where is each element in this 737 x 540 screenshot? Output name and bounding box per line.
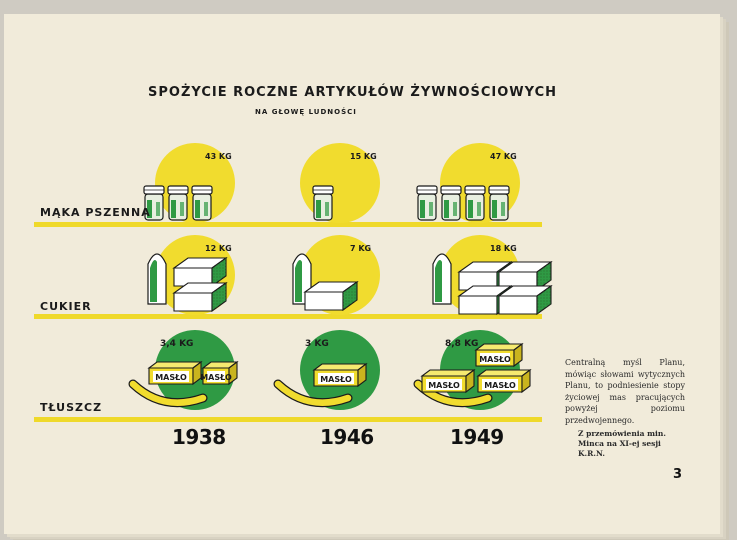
sugar-loaf-icon [148,254,166,304]
row-label-flour: MĄKA PSZENNA [40,206,151,219]
sugar-cube-icon [305,282,357,310]
butter-label: MASŁO [428,381,460,390]
butter-label: MASŁO [320,375,352,384]
flour-jar-icon [489,186,509,220]
value-label-1-0: 12 KG [205,244,232,253]
sugar-cube-icon [499,286,551,314]
sugar-cube-icon [174,283,226,311]
value-label-2-0: 3,4 KG [160,339,194,349]
plan-quote: Centralną myśl Planu, mówiąc słowami wytycznych Planu, to podniesienie stopy życiowej mas pracujących powyżej poziomu przedwojennego. [565,358,685,425]
butter-label: MASŁO [200,373,232,382]
butter-block-icon [478,370,530,392]
butter-label: MASŁO [155,373,187,382]
butter-block-icon [200,362,237,384]
year-label-1938: 1938 [172,425,226,449]
chart-title: SPOŻYCIE ROCZNE ARTYKUŁÓW ŻYWNOŚCIOWYCH [148,85,557,100]
sugar-cube-icon [174,258,226,286]
quote-credit: Z przemówienia min. Minca na XI-ej sesji K.R.N. [578,429,666,458]
value-label-0-1: 15 KG [350,152,377,161]
chart-subtitle: NA GŁOWĘ LUDNOŚCI [255,108,357,116]
row-label-sugar: CUKIER [40,300,92,313]
value-label-1-1: 7 KG [350,244,372,253]
flour-jar-icon [465,186,485,220]
flour-jar-icon [417,186,437,220]
flour-jar-icon [313,186,333,220]
butter-block-icon [422,370,474,392]
butter-label: MASŁO [479,355,511,364]
butter-block-icon [314,364,366,386]
year-label-1946: 1946 [320,425,374,449]
shelf-bar-1 [34,314,542,319]
value-label-0-0: 43 KG [205,152,232,161]
flour-jar-icon [192,186,212,220]
butter-label: MASŁO [484,381,516,390]
butter-block-icon [476,344,522,366]
shelf-bar-0 [34,222,542,227]
shelf-bar-2 [34,417,542,422]
butter-block-icon [149,362,201,384]
flour-jar-icon [441,186,461,220]
sugar-loaf-icon [433,254,451,304]
flour-jar-icon [168,186,188,220]
value-label-0-2: 47 KG [490,152,517,161]
page-number: 3 [673,467,683,482]
row-label-fat: TŁUSZCZ [40,401,103,414]
value-label-2-2: 8,8 KG [445,339,479,349]
year-label-1949: 1949 [450,425,504,449]
value-label-1-2: 18 KG [490,244,517,253]
value-label-2-1: 3 KG [305,339,329,349]
